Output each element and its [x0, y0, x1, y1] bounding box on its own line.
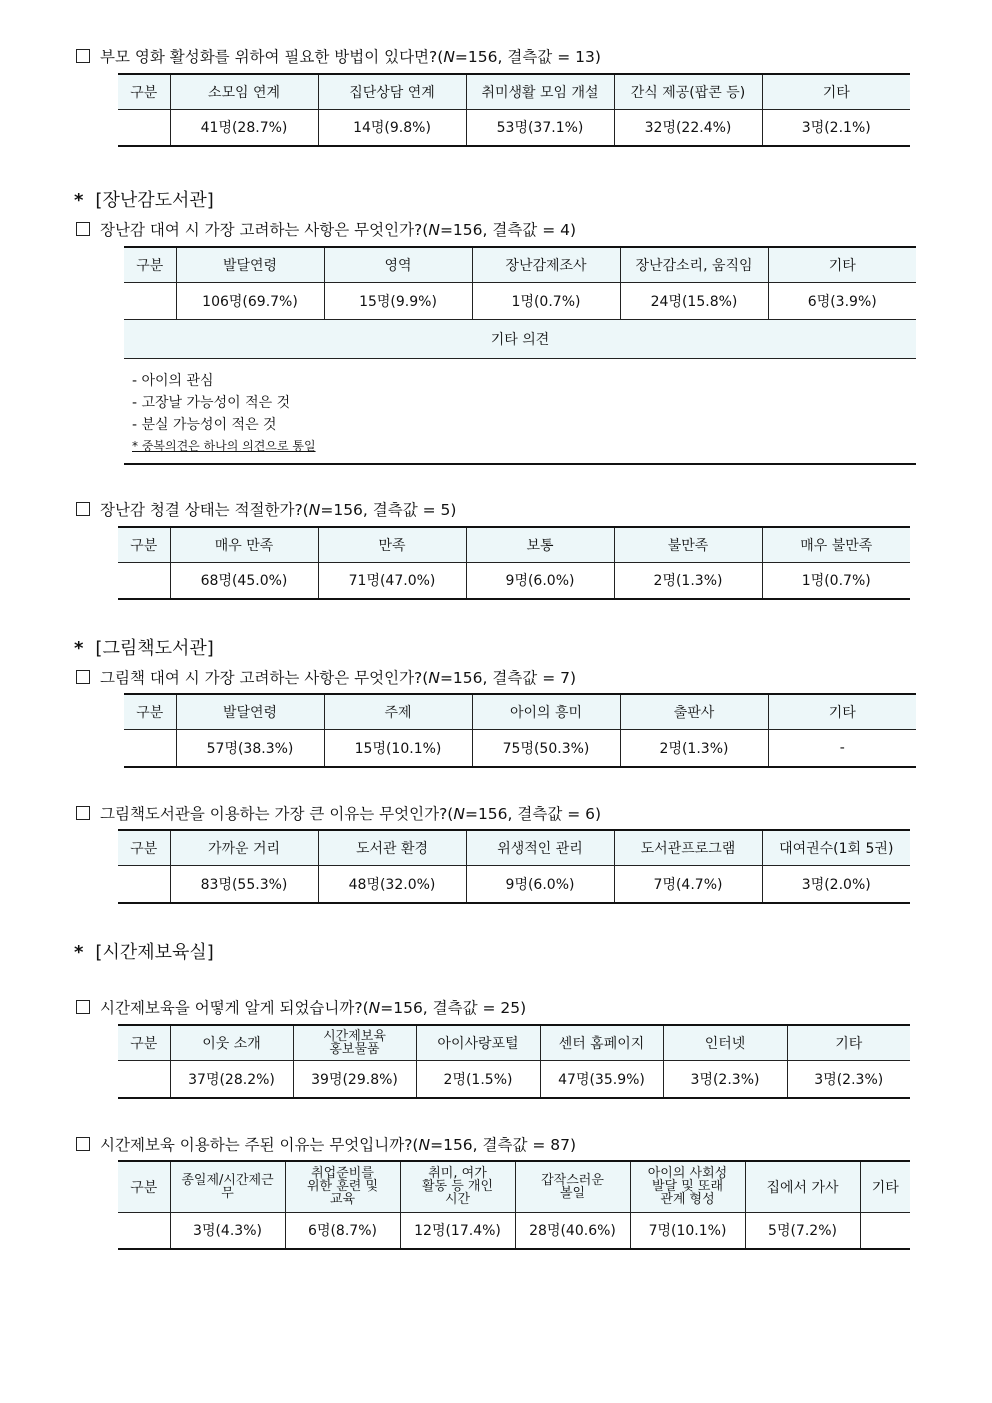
section-title-picture-book-library: * [그림책도서관] [74, 638, 214, 659]
checkbox-square-icon [76, 1137, 90, 1151]
header-cell: 취미생활 모임 개설 [466, 74, 614, 109]
header-cell: 아이의 사회성 발달 및 또래 관계 형성 [630, 1161, 745, 1212]
value-cell: 9명(6.0%) [466, 562, 614, 599]
value-cell: 7명(4.7%) [614, 865, 762, 903]
opinions-header-row [124, 319, 916, 358]
header-cell: 집에서 가사 [745, 1161, 860, 1212]
header-cell: 간식 제공(팝콘 등) [614, 74, 762, 109]
table-row [118, 1212, 910, 1249]
list-item: - 고장날 가능성이 적은 것 [132, 395, 291, 411]
value-cell [124, 729, 176, 767]
header-cell: 만족 [318, 527, 466, 562]
table-toy-cleanliness [118, 526, 910, 600]
question-book-library-reason: 그림책도서관을 이용하는 가장 큰 이유는 무엇인가?(N=156, 결측값 = 6) [76, 802, 601, 824]
opinions-list-box [124, 358, 916, 465]
header-cell: 종일제/시간제근 무 [170, 1161, 285, 1212]
question-toy-rental: 장난감 대여 시 가장 고려하는 사항은 무엇인가?(N=156, 결측값 = 4) [76, 218, 576, 240]
checkbox-square-icon [76, 1000, 90, 1014]
header-cell: 매우 만족 [170, 527, 318, 562]
question-parent-movie: 부모 영화 활성화를 위하여 필요한 방법이 있다면?(N=156, 결측값 = 13) [76, 45, 601, 67]
header-cell: 취미, 여가 활동 등 개인 시간 [400, 1161, 515, 1212]
header-cell: 구분 [118, 74, 170, 109]
value-cell: 2명(1.3%) [620, 729, 768, 767]
header-cell: 기타 [768, 694, 916, 729]
header-cell: 구분 [124, 247, 176, 282]
value-cell: 53명(37.1%) [466, 109, 614, 146]
header-cell: 가까운 거리 [170, 830, 318, 865]
header-cell: 기타 [768, 247, 916, 282]
checkbox-square-icon [76, 670, 90, 684]
header-cell: 아이사랑포털 [416, 1025, 540, 1060]
checkbox-square-icon [76, 49, 90, 63]
value-cell: 75명(50.3%) [472, 729, 620, 767]
value-cell: 1명(0.7%) [762, 562, 910, 599]
value-cell: 68명(45.0%) [170, 562, 318, 599]
value-cell: 12명(17.4%) [400, 1212, 515, 1249]
header-cell: 발달연령 [176, 694, 324, 729]
value-cell: 6명(8.7%) [285, 1212, 400, 1249]
bullet-star-icon: * [74, 638, 84, 659]
value-cell: 3명(2.1%) [762, 109, 910, 146]
header-cell: 보통 [466, 527, 614, 562]
value-cell [860, 1212, 910, 1249]
value-cell: 83명(55.3%) [170, 865, 318, 903]
table-header-row [124, 694, 916, 729]
table-childcare-reason [118, 1160, 910, 1250]
value-cell: 3명(2.3%) [787, 1060, 910, 1098]
value-cell: 32명(22.4%) [614, 109, 762, 146]
value-cell: - [768, 729, 916, 767]
question-childcare-reason: 시간제보육 이용하는 주된 이유는 무엇입니까?(N=156, 결측값 = 87) [76, 1133, 576, 1155]
value-cell [118, 109, 170, 146]
header-cell: 대여권수(1회 5권) [762, 830, 910, 865]
header-cell: 구분 [118, 1161, 170, 1212]
header-cell: 기타 [860, 1161, 910, 1212]
table-header-row [118, 527, 910, 562]
opinions-title: 기타 의견 [124, 319, 916, 358]
bullet-star-icon: * [74, 190, 84, 211]
header-cell: 도서관 환경 [318, 830, 466, 865]
header-cell: 구분 [118, 830, 170, 865]
value-cell: 15명(9.9%) [324, 282, 472, 319]
table-row [124, 729, 916, 767]
table-header-row [118, 1025, 910, 1060]
header-cell: 시간제보육 홍보물품 [293, 1025, 416, 1060]
table-row [118, 865, 910, 903]
header-cell: 출판사 [620, 694, 768, 729]
value-cell [118, 1212, 170, 1249]
value-cell: 14명(9.8%) [318, 109, 466, 146]
list-item: - 아이의 관심 [132, 373, 214, 389]
header-cell: 인터넷 [663, 1025, 787, 1060]
question-book-rental: 그림책 대여 시 가장 고려하는 사항은 무엇인가?(N=156, 결측값 = 7) [76, 666, 576, 688]
header-cell: 주제 [324, 694, 472, 729]
checkbox-square-icon [76, 222, 90, 236]
value-cell: 9명(6.0%) [466, 865, 614, 903]
question-childcare-awareness: 시간제보육을 어떻게 알게 되었습니까?(N=156, 결측값 = 25) [76, 996, 526, 1018]
value-cell: 47명(35.9%) [540, 1060, 663, 1098]
value-cell: 15명(10.1%) [324, 729, 472, 767]
header-cell: 소모임 연계 [170, 74, 318, 109]
table-row [118, 109, 910, 146]
value-cell: 24명(15.8%) [620, 282, 768, 319]
table-header-row [118, 74, 910, 109]
header-cell: 매우 불만족 [762, 527, 910, 562]
value-cell: 57명(38.3%) [176, 729, 324, 767]
value-cell: 6명(3.9%) [768, 282, 916, 319]
value-cell: 71명(47.0%) [318, 562, 466, 599]
header-cell: 아이의 흥미 [472, 694, 620, 729]
value-cell: 7명(10.1%) [630, 1212, 745, 1249]
header-cell: 영역 [324, 247, 472, 282]
opinions-note: * 중복의견은 하나의 의견으로 통일 [132, 439, 316, 453]
header-cell: 발달연령 [176, 247, 324, 282]
value-cell [118, 865, 170, 903]
table-header-row [124, 247, 916, 282]
table-row [118, 562, 910, 599]
header-cell: 장난감소리, 움직임 [620, 247, 768, 282]
value-cell: 3명(2.3%) [663, 1060, 787, 1098]
value-cell: 106명(69.7%) [176, 282, 324, 319]
value-cell: 2명(1.3%) [614, 562, 762, 599]
value-cell [118, 562, 170, 599]
value-cell: 37명(28.2%) [170, 1060, 293, 1098]
value-cell: 28명(40.6%) [515, 1212, 630, 1249]
value-cell: 41명(28.7%) [170, 109, 318, 146]
table-childcare-awareness [118, 1024, 910, 1099]
value-cell [118, 1060, 170, 1098]
checkbox-square-icon [76, 806, 90, 820]
section-title-childcare-room: * [시간제보육실] [74, 942, 214, 963]
value-cell: 48명(32.0%) [318, 865, 466, 903]
value-cell: 1명(0.7%) [472, 282, 620, 319]
header-cell: 불만족 [614, 527, 762, 562]
header-cell: 기타 [762, 74, 910, 109]
header-cell: 기타 [787, 1025, 910, 1060]
header-cell: 갑작스러운 볼일 [515, 1161, 630, 1212]
question-toy-cleanliness: 장난감 청결 상태는 적절한가?(N=156, 결측값 = 5) [76, 498, 456, 520]
value-cell: 2명(1.5%) [416, 1060, 540, 1098]
value-cell: 3명(4.3%) [170, 1212, 285, 1249]
table-book-rental [124, 693, 916, 768]
header-cell: 센터 홈페이지 [540, 1025, 663, 1060]
value-cell: 3명(2.0%) [762, 865, 910, 903]
value-cell: 5명(7.2%) [745, 1212, 860, 1249]
header-cell: 구분 [124, 694, 176, 729]
header-cell: 구분 [118, 527, 170, 562]
table-row [124, 282, 916, 319]
table-book-library-reason [118, 829, 910, 904]
value-cell: 39명(29.8%) [293, 1060, 416, 1098]
header-cell: 집단상담 연계 [318, 74, 466, 109]
header-cell: 구분 [118, 1025, 170, 1060]
table-header-row [118, 1161, 910, 1212]
bullet-star-icon: * [74, 942, 84, 963]
header-cell: 취업준비를 위한 훈련 및 교육 [285, 1161, 400, 1212]
list-item: - 분실 가능성이 적은 것 [132, 417, 277, 433]
table-toy-rental [124, 246, 916, 359]
checkbox-square-icon [76, 502, 90, 516]
header-cell: 장난감제조사 [472, 247, 620, 282]
header-cell: 위생적인 관리 [466, 830, 614, 865]
section-title-toy-library: * [장난감도서관] [74, 190, 214, 211]
value-cell [124, 282, 176, 319]
header-cell: 이웃 소개 [170, 1025, 293, 1060]
header-cell: 도서관프로그램 [614, 830, 762, 865]
table-header-row [118, 830, 910, 865]
table-row [118, 1060, 910, 1098]
table-parent-movie [118, 73, 910, 147]
